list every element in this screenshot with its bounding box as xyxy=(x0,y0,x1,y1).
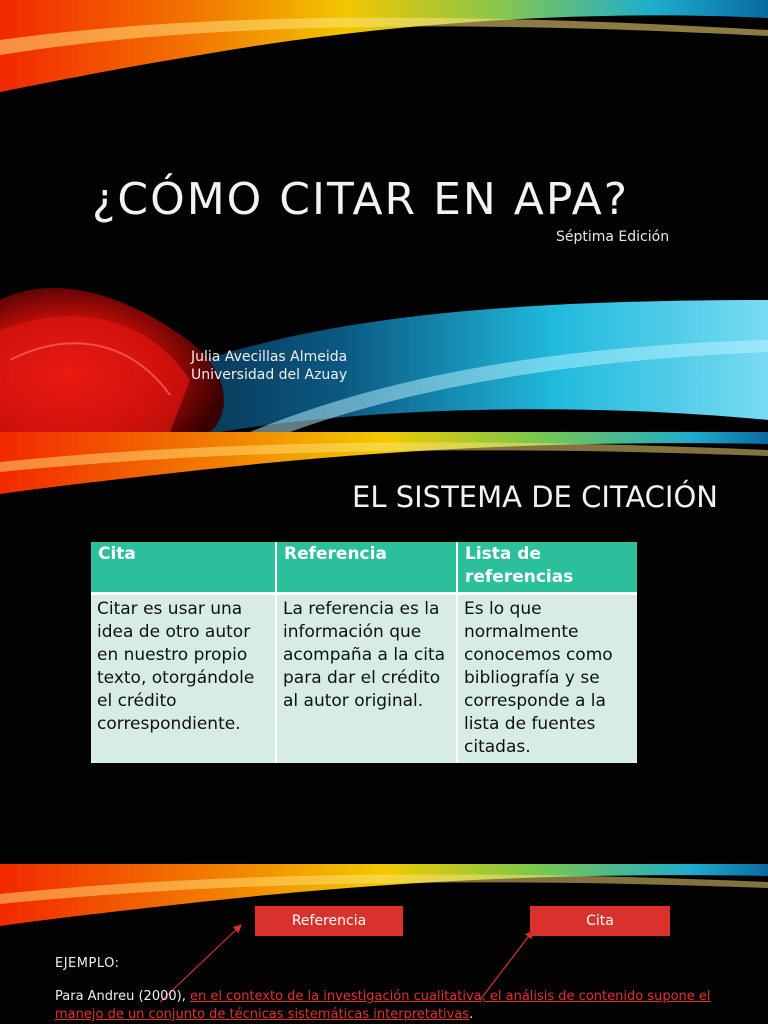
author-institution: Universidad del Azuay xyxy=(191,367,348,383)
author-name: Julia Avecillas Almeida xyxy=(191,349,348,365)
column-header-cita: Cita xyxy=(91,542,276,594)
example-paragraph xyxy=(55,988,735,1024)
table-cell: La referencia es la información que acompaña a la cita para dar el crédito al autor original. xyxy=(276,594,457,764)
citation-system-slide xyxy=(0,432,768,864)
comparison-table xyxy=(91,542,637,763)
example-prefix: Para Andreu (2000), xyxy=(55,989,190,1004)
referencia-tag: Referencia xyxy=(255,906,403,936)
example-label: EJEMPLO: xyxy=(55,956,120,971)
table-cell: Citar es usar una idea de otro autor en nuestro propio texto, otorgándole el crédito correspondiente. xyxy=(91,594,276,764)
slide-title: EL SISTEMA DE CITACIÓN xyxy=(352,480,718,514)
example-quote: en el contexto de la investigación cualitativa, el análisis de contenido supone el manejo de un conjunto de técnicas sistemáticas interpretativas xyxy=(55,989,711,1022)
column-header-lista: Lista de referencias xyxy=(457,542,637,594)
presentation-subtitle: Séptima Edición xyxy=(556,229,670,245)
presentation-title: ¿CÓMO CITAR EN APA? xyxy=(92,174,630,225)
example-suffix: . xyxy=(469,1007,474,1022)
column-header-referencia: Referencia xyxy=(276,542,457,594)
table-header-row xyxy=(91,542,637,594)
example-slide xyxy=(0,864,768,1024)
title-slide xyxy=(0,0,768,432)
table-row xyxy=(91,594,637,764)
author-block xyxy=(191,348,347,384)
table-cell: Es lo que normalmente conocemos como bibliografía y se corresponde a la lista de fuentes citadas. xyxy=(457,594,637,764)
cita-tag: Cita xyxy=(530,906,670,936)
